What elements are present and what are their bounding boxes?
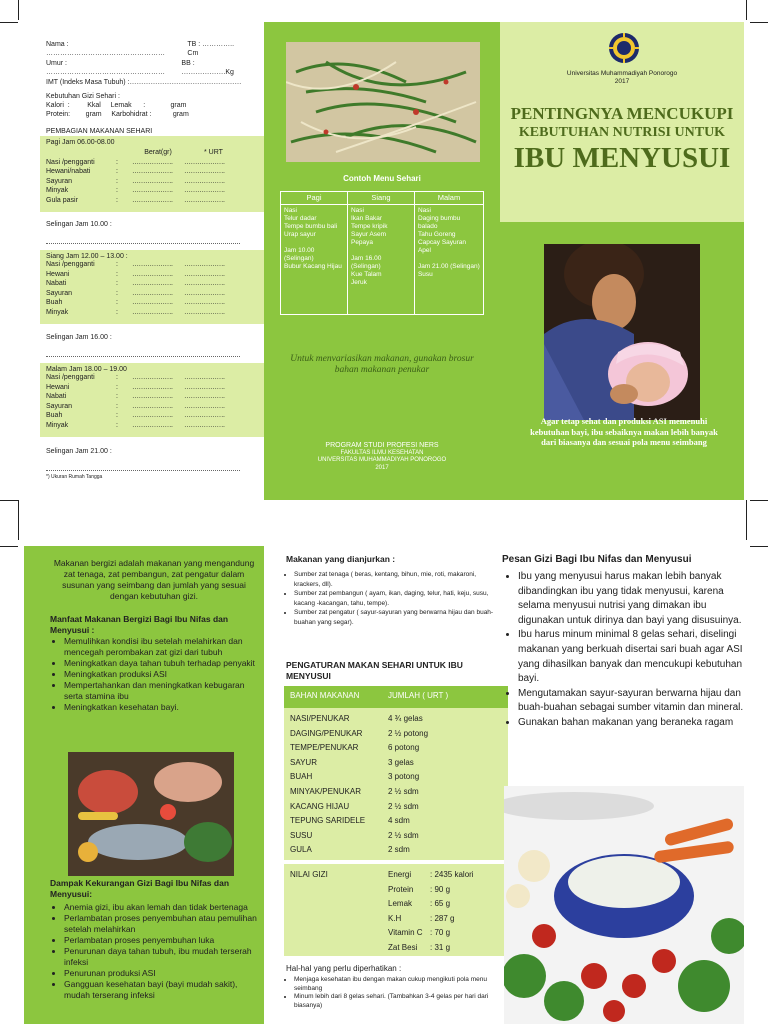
crop-mark — [0, 500, 18, 501]
cover-title-line3: IBU MENYUSUI — [513, 142, 731, 174]
urt-row — [284, 829, 508, 844]
meal-row — [46, 196, 258, 206]
pesan-item: • Gunakan bahan makanan yang beraneka ragam — [518, 716, 750, 731]
nilai-row — [388, 941, 474, 956]
nilai-value: : 65 g — [430, 899, 451, 909]
meal-colon: : — [116, 196, 118, 204]
berat-input[interactable]: ………………. — [132, 412, 173, 419]
cover-title — [500, 104, 744, 174]
urt-bahan: NASI/PENUKAR — [290, 714, 350, 723]
urt-input[interactable]: ………………. — [184, 299, 225, 306]
bb-field[interactable]: BB : ……………….Kg — [181, 60, 234, 76]
meal-siang — [40, 250, 264, 324]
menu-item: Daging bumbu balado — [417, 215, 461, 230]
nilai-gizi-box — [284, 864, 508, 956]
nilai-label-item: Lemak — [388, 899, 413, 909]
dianjurkan-list — [286, 570, 502, 627]
menu-item — [284, 239, 344, 247]
meal-colon: : — [116, 168, 118, 175]
tb-field[interactable]: TB : ………….. Cm — [187, 41, 235, 57]
contoh-title: Contoh Menu Sehari — [343, 174, 421, 183]
manfaat-item: • Meningkatkan kesehatan bayi. — [64, 702, 260, 713]
urt-input[interactable]: ………………. — [184, 374, 225, 381]
menu-item: Jam 10.00 (Selingan) — [284, 247, 315, 262]
hal-item: • Menjaga kesehatan ibu dengan makan cukup mengikuti pola menu seimbang — [294, 976, 502, 993]
nilai-value: : 2435 kalori — [430, 870, 474, 879]
meal-row — [46, 421, 258, 431]
meal-title: Malam Jam 18.00 – 19.00 — [46, 366, 127, 373]
nilai-label: NILAI GIZI — [290, 870, 328, 879]
menu-header: Siang — [347, 192, 414, 205]
berat-input[interactable]: ………………. — [132, 168, 173, 175]
menu-item: Pepaya — [350, 239, 374, 246]
urt-input[interactable]: ………………. — [184, 402, 225, 410]
nama-field[interactable]: Nama : …………………………………………… — [46, 41, 165, 57]
dampak-title: Dampak Kekurangan Gizi Bagi Ibu Nifas dan Menyusui: — [50, 878, 230, 899]
urt-header: * URT — [204, 149, 223, 156]
col-jumlah: JUMLAH ( URT ) — [388, 691, 449, 700]
kebutuhan-title: Kebutuhan Gizi Sehari : — [46, 93, 120, 100]
urt-bahan: KACANG HIJAU — [290, 801, 350, 811]
urt-table — [284, 708, 508, 860]
meal-colon: : — [116, 421, 118, 429]
meal-item-label: Sayuran — [46, 402, 73, 410]
meal-colon: : — [116, 158, 118, 166]
menu-item: Tempe bumbu bali — [284, 223, 338, 230]
fakultas: FAKULTAS ILMU KESEHATAN — [340, 449, 424, 456]
cover-title-line2: KEBUTUHAN NUTRISI UNTUK — [518, 125, 726, 140]
menu-malam-cell — [414, 205, 483, 315]
urt-bahan: TEMPE/PENUKAR — [290, 743, 359, 753]
program-block — [264, 442, 500, 472]
urt-row — [284, 712, 508, 727]
meal-item-label: Minyak — [46, 308, 69, 316]
protein-line: Protein: gram Karbohidrat : gram — [46, 111, 189, 118]
meal-colon: : — [116, 402, 118, 410]
urt-input[interactable]: ………………. — [184, 168, 225, 175]
pesan-item: • Ibu harus minum minimal 8 gelas sehari, diselingi makanan yang berkuah disertai sari buah agar ASI yang dihasilkan banyak dan mencukupi kebutuhan bayi. — [518, 628, 750, 686]
dianjurkan-item: • Sumber zat pengatur ( sayur-sayuran yang berwarna hijau dan buah-buahan yang segar). — [294, 608, 502, 627]
urt-input[interactable]: ………………. — [184, 280, 225, 287]
meal-colon: : — [116, 280, 118, 287]
urt-input[interactable]: ………………. — [184, 177, 225, 185]
crop-mark — [746, 500, 747, 540]
menu-item: Nasi — [350, 207, 364, 214]
menu-item: Sayur Asem — [350, 231, 387, 238]
info-panel — [24, 546, 264, 1024]
berat-input[interactable]: ………………. — [132, 421, 173, 429]
berat-input[interactable]: ………………. — [132, 158, 173, 166]
meal-colon: : — [116, 177, 118, 185]
berat-input[interactable]: ………………. — [132, 374, 173, 381]
pengaturan-title: PENGATURAN MAKAN SEHARI UNTUK IBU MENYUSUI — [286, 660, 463, 681]
nilai-value: : 31 g — [430, 942, 451, 952]
hal-item: • Minum lebih dari 8 gelas sehari. (Tambahkan 3-4 gelas per hari dari biasanya) — [294, 993, 502, 1010]
menu-item: Urap sayur — [284, 231, 316, 238]
urt-jumlah: 2 ½ sdm — [388, 786, 419, 796]
dianjurkan-section — [286, 554, 502, 627]
menu-panel — [264, 22, 500, 500]
meal-row — [46, 402, 258, 412]
menu-item: Tempe kripik — [350, 223, 388, 230]
urt-bahan: DAGING/PENUKAR — [290, 728, 363, 738]
urt-row — [284, 785, 508, 800]
crop-mark — [0, 22, 18, 23]
menu-siang-cell — [347, 205, 414, 315]
berat-input[interactable]: ………………. — [132, 289, 173, 297]
selingan-1 — [46, 220, 240, 244]
dampak-item: • Penurunan produksi ASI — [64, 968, 260, 979]
urt-input[interactable]: ………………. — [184, 393, 225, 400]
kalori-line: Kalori : Kkal Lemak : gram — [46, 102, 187, 109]
berat-input[interactable]: ………………. — [132, 402, 173, 410]
urt-input[interactable]: ………………. — [184, 270, 225, 278]
meal-row — [46, 186, 258, 196]
urt-bahan: MINYAK/PENUKAR — [290, 786, 361, 796]
meal-row — [46, 167, 258, 177]
meal-row — [46, 383, 258, 393]
urt-bahan: SUSU — [290, 830, 313, 840]
nilai-label-item: K.H — [388, 913, 402, 923]
meal-row — [46, 298, 258, 308]
pembagian-title: PEMBAGIAN MAKANAN SEHARI — [46, 128, 153, 135]
manfaat-list — [50, 636, 260, 713]
urt-jumlah: 6 potong — [388, 743, 420, 753]
nilai-row — [388, 868, 474, 883]
university: UNIVERSITAS MUHAMMADIYAH PONOROGO — [317, 457, 447, 463]
crop-mark — [746, 0, 747, 20]
col-bahan: BAHAN MAKANAN — [290, 691, 360, 700]
crop-mark — [750, 546, 768, 547]
meal-title: Siang Jam 12.00 – 13.00 : — [46, 253, 128, 260]
meal-colon: : — [116, 187, 118, 194]
urt-row — [284, 800, 508, 815]
urt-input[interactable]: ………………. — [184, 261, 225, 268]
program-name: PROGRAM STUDI PROFESI NERS — [325, 442, 439, 449]
berat-input[interactable]: ………………. — [132, 280, 173, 287]
nilai-row — [388, 912, 474, 927]
dampak-item: • Perlambatan proses penyembuhan atau pemulihan setelah melahirkan — [64, 913, 260, 935]
meal-colon: : — [116, 270, 118, 278]
urt-input[interactable]: ………………. — [184, 308, 225, 316]
meal-item-label: Minyak — [46, 187, 69, 194]
urt-jumlah: 2 ½ sdm — [388, 801, 419, 811]
meal-row — [46, 308, 258, 318]
meal-row — [46, 392, 258, 402]
cover-univ: Universitas Muhammadiyah Ponorogo — [566, 70, 678, 77]
hal-list — [286, 976, 502, 1010]
meal-title: Pagi Jam 06.00-08.00 — [46, 139, 115, 146]
crop-mark — [750, 22, 768, 23]
menu-item: Apel — [417, 247, 431, 254]
menu-pagi-cell — [281, 205, 348, 315]
imt-field[interactable]: IMT (Indeks Masa Tubuh) :………………………………………… — [46, 79, 242, 86]
meal-colon: : — [116, 412, 118, 419]
menu-item: Nasi — [417, 207, 431, 214]
dianjurkan-item: • Sumber zat tenaga ( beras, kentang, bihun, mie, roti, makaroni, krackers, dll). — [294, 570, 502, 589]
cover-panel — [500, 22, 744, 500]
university-logo — [608, 32, 640, 64]
nilai-value: : 70 g — [430, 928, 451, 938]
cover-title-line1: PENTINGNYA MENCUKUPI — [510, 104, 734, 123]
berat-input[interactable]: ………………. — [132, 177, 173, 185]
berat-input[interactable]: ………………. — [132, 261, 173, 268]
menu-item: Susu — [417, 271, 433, 278]
meal-item-label: Sayuran — [46, 177, 73, 185]
meal-colon: : — [116, 308, 118, 316]
menu-item: Jam 21.00 (Selingan) — [417, 263, 480, 270]
tagline: Untuk menvariasikan makanan, gunakan brosur bahan makanan penukar — [290, 354, 474, 375]
nilai-row — [388, 897, 474, 912]
menu-item — [351, 247, 411, 255]
meal-colon: : — [116, 261, 118, 268]
manfaat-item: • Memulihkan kondisi ibu setelah melahirkan dan mencegah perombakan zat gizi dari tubuh — [64, 636, 260, 658]
urt-row — [284, 843, 508, 858]
meal-item-label: Gula pasir — [46, 196, 78, 204]
meal-malam — [40, 363, 264, 437]
nilai-label-item: Protein — [388, 884, 414, 894]
meal-row — [46, 279, 258, 289]
urt-jumlah: 3 potong — [388, 772, 420, 782]
menu-item: Tahu Goreng — [417, 231, 456, 238]
crop-mark — [18, 500, 19, 540]
manfaat-item: • Meningkatkan daya tahan tubuh terhadap penyakit — [64, 658, 260, 669]
year: 2017 — [375, 464, 389, 471]
meal-pagi — [40, 136, 264, 212]
nilai-value: : 90 g — [430, 884, 451, 894]
food-ingredients-photo — [68, 752, 234, 876]
hal-title: Hal-hal yang perlu diperhatikan : — [286, 964, 402, 973]
dampak-item: • Anemia gizi, ibu akan lemah dan tidak bertenaga — [64, 902, 260, 913]
meal-colon: : — [116, 374, 118, 381]
meal-item-label: Buah — [46, 412, 63, 419]
meal-row — [46, 270, 258, 280]
menu-item: Bubur Kacang Hijau — [284, 263, 342, 270]
selingan-label: Selingan Jam 10.00 : — [46, 221, 112, 228]
meal-item-label: Nasi /pengganti — [46, 158, 95, 166]
urt-input[interactable]: ………………. — [184, 421, 225, 429]
menu-item: Ikan Bakar — [350, 215, 383, 222]
selingan-label: Selingan Jam 16.00 : — [46, 334, 112, 341]
manfaat-item: • Mempertahankan dan meningkatkan kebugaran serta stamina ibu — [64, 680, 260, 702]
menu-item: Jam 16.00 (Selingan) — [350, 255, 382, 270]
urt-header-row — [284, 686, 508, 708]
meal-item-label: Buah — [46, 299, 63, 306]
meal-item-label: Hewani — [46, 270, 70, 278]
dampak-list — [50, 902, 260, 1001]
selingan-3 — [46, 447, 240, 471]
urt-row — [284, 727, 508, 742]
meal-item-label: Nasi /pengganti — [46, 374, 95, 381]
meal-item-label: Nabati — [46, 280, 67, 287]
menu-header: Malam — [414, 192, 483, 205]
meal-item-label: Hewani/nabati — [46, 168, 91, 175]
nilai-row — [388, 883, 474, 898]
dianjurkan-item: • Sumber zat pembangun ( ayam, ikan, daging, telur, hati, keju, susu, kacang -kacangan, tahu, tempe). — [294, 589, 502, 608]
berat-input[interactable]: ………………. — [132, 196, 173, 204]
crop-mark — [18, 0, 19, 20]
urt-input[interactable]: ………………. — [184, 412, 225, 419]
cover-univ-block — [500, 70, 744, 86]
identity-form — [46, 40, 246, 136]
urt-jumlah: 3 gelas — [388, 757, 414, 767]
urt-jumlah: 2 sdm — [388, 845, 410, 855]
berat-input[interactable]: ………………. — [132, 187, 173, 194]
meal-row — [46, 158, 258, 168]
menu-table — [280, 191, 484, 315]
nilai-label-item: Vitamin C — [388, 928, 423, 938]
menu-item: Telur dadar — [284, 215, 317, 222]
urt-bahan: BUAH — [290, 772, 313, 782]
crop-mark — [750, 500, 768, 501]
menu-item: Nasi — [284, 207, 298, 214]
manfaat-item: • Meningkatkan produksi ASI — [64, 669, 260, 680]
meal-row — [46, 289, 258, 299]
footnote: *) Ukuran Rumah Tangga — [46, 474, 103, 480]
meal-row — [46, 373, 258, 383]
urt-input[interactable]: ………………. — [184, 196, 225, 204]
urt-row — [284, 741, 508, 756]
berat-input[interactable]: ………………. — [132, 270, 173, 278]
meal-item-label: Sayuran — [46, 289, 73, 297]
dampak-item: • Penurunan daya tahan tubuh, ibu mudah terserah infeksi — [64, 946, 260, 968]
meal-row — [46, 177, 258, 187]
vegetable-dip-photo — [504, 786, 744, 1024]
urt-jumlah: 2 ½ sdm — [388, 830, 419, 840]
meal-row — [46, 260, 258, 270]
dianjurkan-title: Makanan yang dianjurkan : — [286, 554, 396, 564]
meal-row — [46, 411, 258, 421]
nilai-label-item: Zat Besi — [388, 942, 418, 952]
crop-mark — [0, 546, 18, 547]
urt-input[interactable]: ………………. — [184, 383, 225, 391]
urt-jumlah: 4 ¾ gelas — [388, 714, 423, 723]
pesan-title: Pesan Gizi Bagi Ibu Nifas dan Menyusui — [502, 554, 692, 565]
selingan-label: Selingan Jam 21.00 : — [46, 448, 112, 455]
urt-row — [284, 770, 508, 785]
selingan-2 — [46, 333, 240, 357]
berat-input[interactable]: ………………. — [132, 383, 173, 391]
menu-header: Pagi — [281, 192, 348, 205]
meal-colon: : — [116, 299, 118, 306]
meal-item-label: Minyak — [46, 421, 69, 429]
meal-item-label: Nasi /pengganti — [46, 261, 95, 268]
pesan-item: • Mengutamakan sayur-sayuran berwarna hijau dan buah-buahan sebagai sumber vitamin dan mineral. — [518, 687, 750, 716]
berat-header: Berat(gr) — [144, 149, 172, 156]
hal-section — [286, 964, 502, 1010]
nilai-row — [388, 926, 474, 941]
cover-year: 2017 — [614, 78, 630, 85]
dampak-item: • Gangguan kesehatan bayi (bayi mudah sakit), mudah terserang infeksi — [64, 979, 260, 1001]
nilai-label-item: Energi — [388, 870, 412, 879]
urt-bahan: GULA — [290, 845, 312, 855]
berat-input[interactable]: ………………. — [132, 299, 173, 306]
urt-bahan: TEPUNG SARIDELE — [290, 816, 366, 826]
meal-colon: : — [116, 393, 118, 400]
menu-item: Kue Talam — [350, 271, 382, 278]
meal-colon: : — [116, 289, 118, 297]
dampak-item: • Perlambatan proses penyembuhan luka — [64, 935, 260, 946]
intro-text: Makanan bergizi adalah makanan yang mengandung zat tenaga, zat pembangun, zat pengatur dalam susunan yang seimbang dan jumlah yang sesuai dengan kebutuhan gizi. — [53, 558, 255, 601]
urt-jumlah: 2 ½ potong — [388, 728, 429, 738]
meal-item-label: Nabati — [46, 393, 67, 400]
menu-item — [418, 255, 480, 263]
mother-baby-photo — [544, 244, 700, 420]
pesan-list — [506, 570, 750, 731]
urt-input[interactable]: ………………. — [184, 187, 225, 194]
urt-row — [284, 756, 508, 771]
menu-item: Jeruk — [350, 279, 367, 286]
pesan-item: • Ibu yang menyusui harus makan lebih banyak dibandingkan ibu yang tidak menyusui, karena selama menyusui nutrisi yang dimakan ibu digunakan untuk dirinya dan bayi yang disusuinya. — [518, 570, 750, 628]
berat-input[interactable]: ………………. — [132, 308, 173, 316]
manfaat-title: Manfaat Makanan Bergizi Bagi Ibu Nifas dan Menyusui : — [50, 614, 229, 635]
urt-input[interactable]: ………………. — [184, 289, 225, 297]
urt-input[interactable]: ………………. — [184, 158, 225, 166]
nilai-value: : 287 g — [430, 913, 455, 923]
meal-item-label: Hewani — [46, 383, 70, 391]
umur-field[interactable]: Umur : …………………………………………… — [46, 60, 165, 76]
berat-input[interactable]: ………………. — [132, 393, 173, 400]
food-photo — [286, 42, 480, 162]
urt-bahan: SAYUR — [290, 757, 317, 767]
urt-row — [284, 814, 508, 829]
meal-colon: : — [116, 383, 118, 391]
urt-jumlah: 4 sdm — [388, 816, 410, 826]
menu-item: Capcay Sayuran — [417, 239, 467, 246]
cover-caption: Agar tetap sehat dan produksi ASI memenuhi kebutuhan bayi, ibu sebaiknya makan lebih banyak dari biasanya dan sesuai pola menu seimbang — [530, 416, 718, 447]
